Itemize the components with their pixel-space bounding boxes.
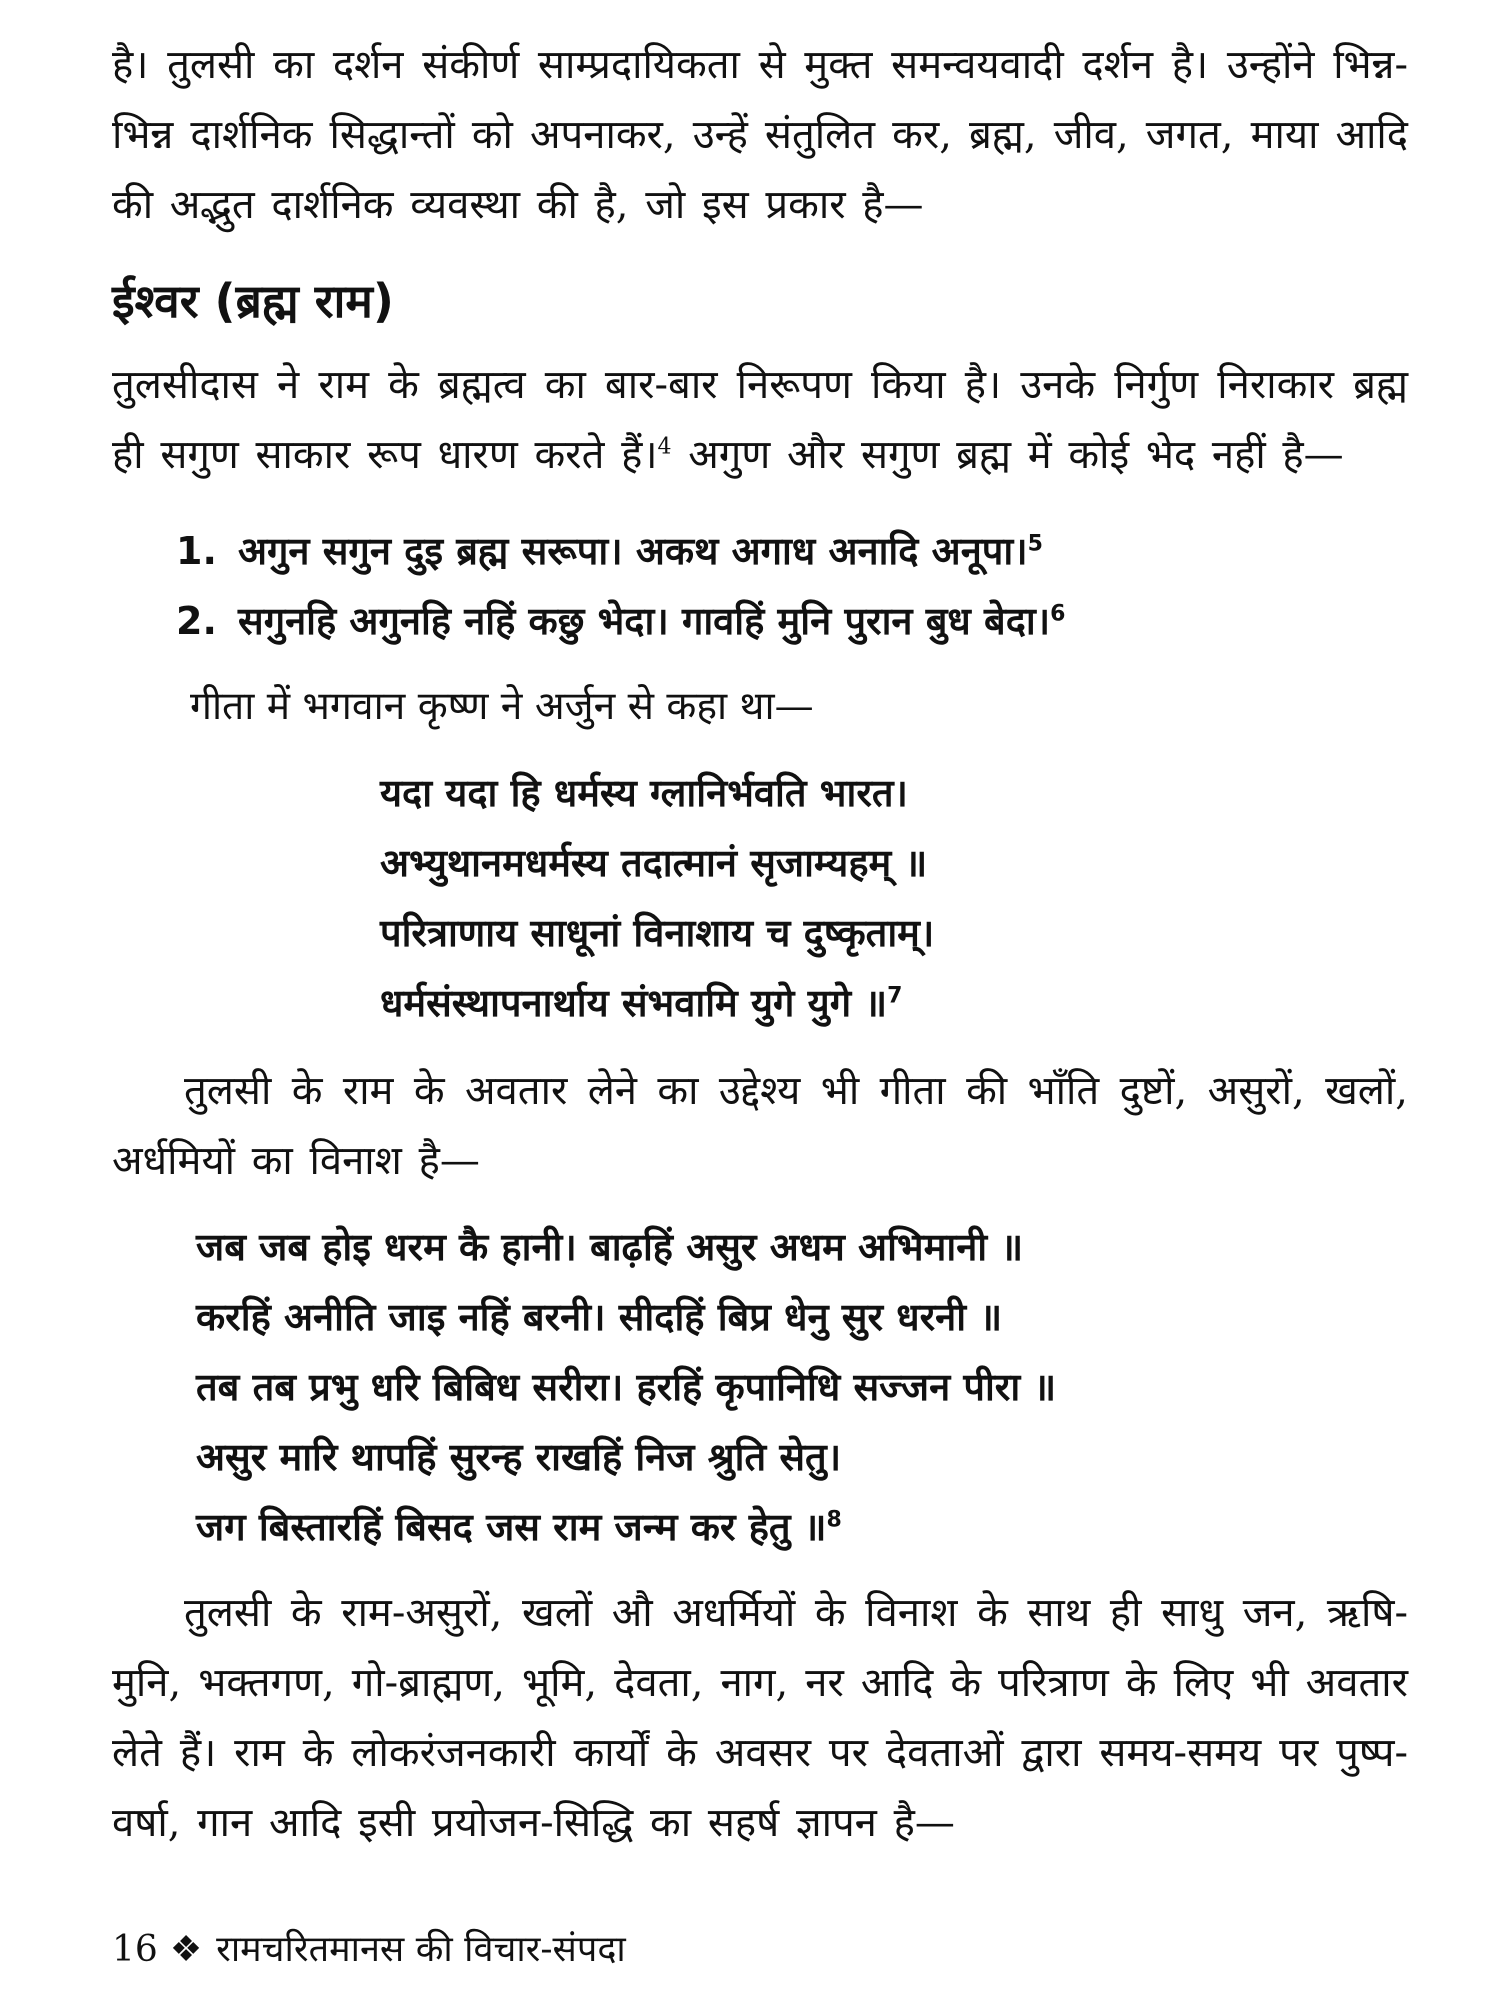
ornament-icon: ❖ — [169, 1929, 203, 1970]
avatar-purpose-paragraph: तुलसी के राम के अवतार लेने का उद्देश्य भी गीता की भाँति दुष्टों, असुरों, खलों, अर्धमियों का विनाश है— — [112, 1068, 1408, 1184]
footnote-ref-7: 7 — [887, 983, 903, 1009]
brahma-paragraph-text: तुलसीदास ने राम के ब्रह्मत्व का बार-बार निरूपण किया है। उनके निर्गुण निराकार ब्रह्म ही सगुण साकार रूप धारण करते हैं। — [112, 362, 1408, 478]
brahma-paragraph — [112, 350, 1408, 490]
shloka-line-text: धर्मसंस्थापनार्थाय संभवामि युगे युगे ॥ — [380, 981, 888, 1025]
footnote-ref-5: 5 — [1027, 531, 1043, 557]
gita-intro: गीता में भगवान कृष्ण ने अर्जुन से कहा था— — [190, 684, 814, 729]
footnote-ref-8: 8 — [826, 1507, 842, 1533]
chaupai-verse — [196, 1212, 1408, 1562]
quote-text — [238, 586, 1065, 656]
verse-line: असुर मारि थापहिं सुरन्ह राखहिं निज श्रुति सेतु। — [196, 1435, 842, 1479]
book-title: रामचरितमानस की विचार-संपदा — [216, 1929, 626, 1970]
verse-line: जब जब होइ धरम कै हानी। बाढ़हिं असुर अधम अभिमानी ॥ — [196, 1225, 1024, 1269]
footnote-ref-4: 4 — [657, 434, 672, 460]
verse-line: करहिं अनीति जाइ नहिं बरनी। सीदहिं बिप्र धेनु सुर धरनी ॥ — [196, 1295, 1003, 1339]
shloka-line: अभ्युथानमधर्मस्य तदात्मानं सृजाम्यहम् ॥ — [380, 841, 928, 885]
intro-paragraph: है। तुलसी का दर्शन संकीर्ण साम्प्रदायिकता से मुक्त समन्वयवादी दर्शन है। उन्होंने भिन्न-भिन्न दार्शनिक सिद्धान्तों को अपनाकर, उन्हें संतुलित कर, ब्रह्म, जीव, जगत, माया आदि की अद्भुत दार्शनिक व्यवस्था की है, जो इस प्रकार है— — [112, 42, 1408, 228]
numbered-quote — [176, 586, 1408, 656]
shloka-line: यदा यदा हि धर्मस्य ग्लानिर्भवति भारत। — [380, 771, 908, 815]
footnote-ref-6: 6 — [1050, 601, 1066, 627]
shloka-line: परित्राणाय साधूनां विनाशाय च दुष्कृताम्। — [380, 911, 935, 955]
verse-line-text: जग बिस्तारहिं बिसद जस राम जन्म कर हेतु ॥ — [196, 1505, 827, 1549]
numbered-quote — [176, 516, 1408, 586]
quote-text — [238, 516, 1043, 586]
section-heading: ईश्वर (ब्रह्म राम) — [112, 274, 394, 328]
quote-number: 1. — [176, 529, 217, 573]
numbered-quotes — [176, 516, 1408, 656]
gita-shloka — [380, 758, 1408, 1038]
page-footer — [112, 1930, 626, 1970]
shloka-line — [380, 968, 1408, 1038]
quote-number: 2. — [176, 599, 217, 643]
quote-verse: अगुन सगुन दुइ ब्रह्म सरूपा। अकथ अगाध अनादि अनूपा। — [238, 529, 1028, 573]
verse-line — [196, 1492, 1408, 1562]
quote-verse: सगुनहि अगुनहि नहिं कछु भेदा। गावहिं मुनि पुरान बुध बेदा। — [238, 599, 1051, 643]
brahma-paragraph-text-continued: अगुण और सगुण ब्रह्म में कोई भेद नहीं है— — [671, 432, 1344, 478]
page-number: 16 — [112, 1929, 158, 1970]
closing-paragraph: तुलसी के राम-असुरों, खलों औ अधर्मियों के विनाश के साथ ही साधु जन, ऋषि-मुनि, भक्तगण, गो-ब्राह्मण, भूमि, देवता, नाग, नर आदि के परित्राण के लिए भी अवतार लेते हैं। राम के लोकरंजनकारी कार्यों के अवसर पर देवताओं द्वारा समय-समय पर पुष्प-वर्षा, गान आदि इसी प्रयोजन-सिद्धि का सहर्ष ज्ञापन है— — [112, 1590, 1409, 1846]
verse-line: तब तब प्रभु धरि बिबिध सरीरा। हरहिं कृपानिधि सज्जन पीरा ॥ — [196, 1365, 1057, 1409]
